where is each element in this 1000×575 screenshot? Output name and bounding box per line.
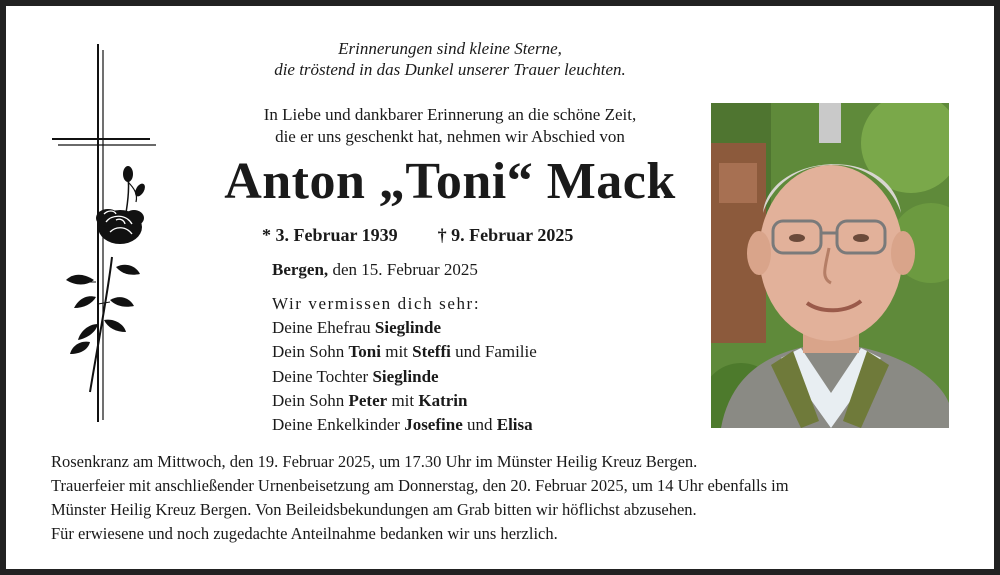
mourner-name: Sieglinde (374, 318, 442, 338)
mourner-line (272, 316, 537, 340)
connector: mit (387, 390, 419, 410)
mourners-list (272, 292, 537, 437)
mourner-line (272, 389, 537, 413)
poem-line-2: die tröstend in das Dunkel unserer Trauer leuchten. (274, 60, 626, 79)
connector: und (462, 415, 497, 435)
deceased-name: Anton „Toni“ Mack (224, 153, 676, 210)
mourner-name: Toni (348, 342, 381, 362)
cross-rose-icon (50, 42, 160, 424)
relation: Deine Ehefrau (272, 318, 375, 338)
place-town: Bergen, (272, 260, 329, 279)
intro-line-1: In Liebe und dankbarer Erinnerung an die schöne Zeit, (263, 105, 637, 124)
mourner-name: Katrin (418, 390, 468, 410)
poem-line-1: Erinnerungen sind kleine Sterne, (338, 39, 562, 58)
mourners-lead: Wir vermissen dich sehr: (272, 294, 481, 313)
place-date (272, 260, 478, 280)
relation: Deine Enkelkinder (272, 415, 405, 435)
intro-text (190, 104, 710, 148)
thanks-line: Für erwiesene und noch zugedachte Anteilnahme bedanken wir uns herzlich. (51, 524, 558, 543)
relation: Deine Tochter (272, 366, 373, 386)
mourner-name: Peter (348, 390, 388, 410)
mourner-line (272, 365, 537, 389)
relation: Dein Sohn (272, 390, 349, 410)
suffix: und Familie (450, 342, 537, 362)
poem (190, 38, 710, 80)
announcements (51, 450, 951, 546)
mourner-name: Elisa (496, 415, 533, 435)
mourner-line (272, 340, 537, 364)
birth-date: * 3. Februar 1939 (262, 225, 398, 245)
rosary-line: Rosenkranz am Mittwoch, den 19. Februar 2025, um 17.30 Uhr im Münster Heilig Kreuz Bergen. (51, 452, 698, 471)
funeral-line-2: Münster Heilig Kreuz Bergen. Von Beileidsbekundungen am Grab bitten wir höflichst abzusehen. (51, 500, 697, 519)
mourner-name: Steffi (412, 342, 451, 362)
mourner-line (272, 413, 537, 437)
notice-date: den 15. Februar 2025 (328, 260, 478, 279)
portrait-photo (711, 103, 949, 428)
life-dates (262, 225, 613, 246)
relation: Dein Sohn (272, 342, 349, 362)
mourner-name: Josefine (404, 415, 463, 435)
connector: mit (380, 342, 413, 362)
death-date: † 9. Februar 2025 (437, 225, 574, 245)
intro-line-2: die er uns geschenkt hat, nehmen wir Abschied von (275, 127, 625, 146)
funeral-line-1: Trauerfeier mit anschließender Urnenbeisetzung am Donnerstag, den 20. Februar 2025, um 14 Uhr ebenfalls im (51, 476, 789, 495)
mourner-name: Sieglinde (372, 366, 439, 386)
